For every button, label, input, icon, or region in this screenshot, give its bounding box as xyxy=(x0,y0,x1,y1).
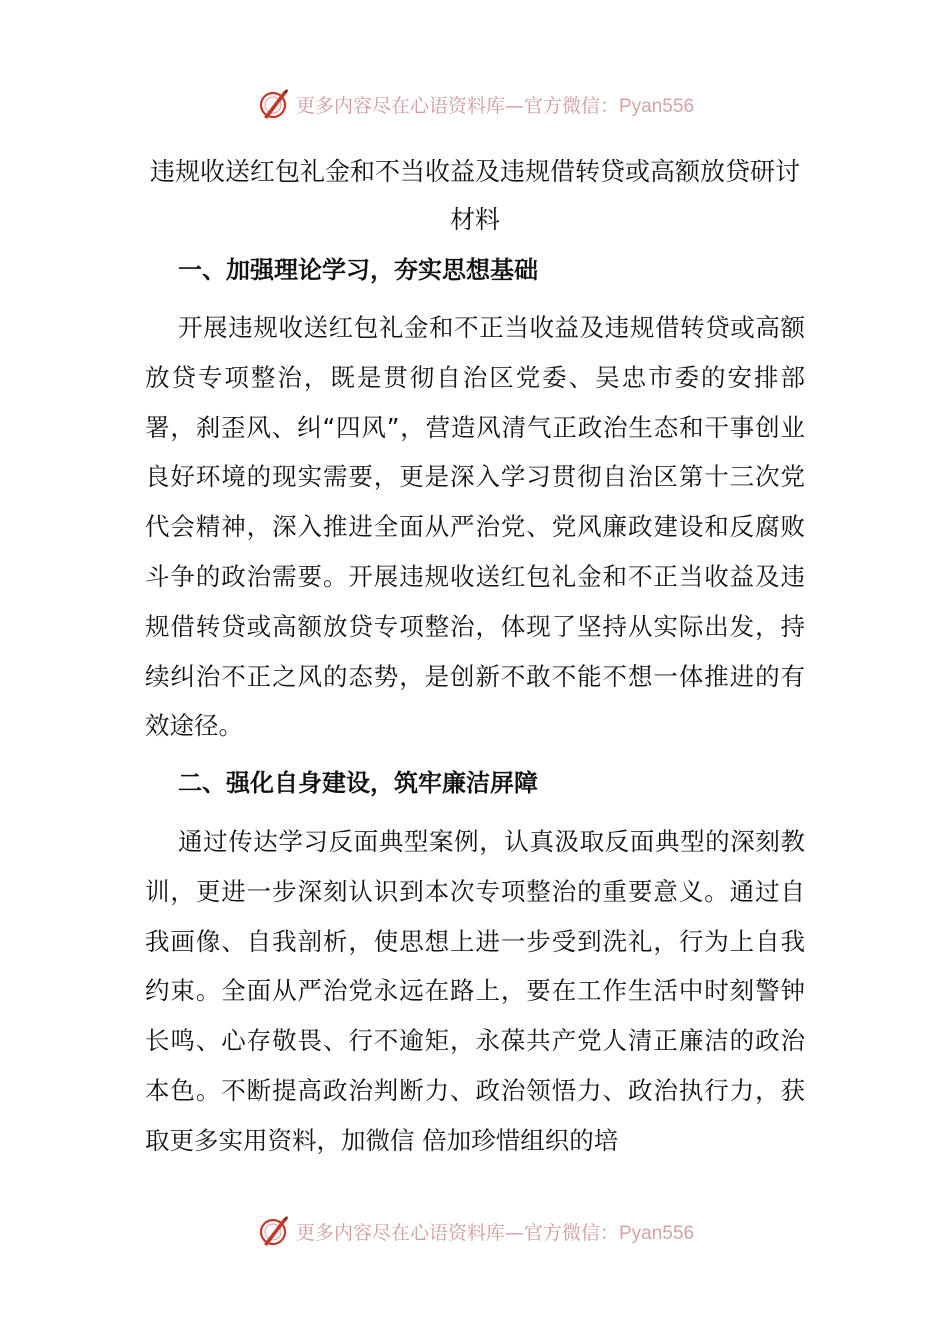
footer-banner-text: 更多内容尽在心语资料库—官方微信：Pyan556 xyxy=(295,1221,695,1244)
document-title: 违规收送红包礼金和不当收益及违规借转贷或高额放贷研讨材料 xyxy=(149,157,800,234)
section-body-2: 通过传达学习反面典型案例，认真汲取反面典型的深刻教训，更进一步深刻认识到本次专项整治的重要意义。通过自我画像、自我剖析，使思想上进一步受到洗礼，行为上自我约束。全面从严治党永远在路上，要在工作生活中时刻警钟长鸣、心存敬畏、行不逾矩，永葆共产党人清正廉洁的政治本色。不断提高政治判断力、政治领悟力、政治执行力，获取更多实用资料，加微信 倍加珍惜组织的培 xyxy=(145,827,805,1155)
header-banner-text: 更多内容尽在心语资料库—官方微信：Pyan556 xyxy=(295,94,695,117)
section-body-1: 开展违规收送红包礼金和不正当收益及违规借转贷或高额放贷专项整治，既是贯彻自治区党委、吴忠市委的安排部署，刹歪风、纠“四风”，营造风清气正政治生态和干事创业良好环境的现实需要，更是深入学习贯彻自治区第十三次党代会精神，深入推进全面从严治党、党风廉政建设和反腐败斗争的政治需要。开展违规收送红包礼金和不正当收益及违规借转贷或高额放贷专项整治，体现了坚持从实际出发，持续纠治不正之风的态势，是创新不敢不能不想一体推进的有效途径。 xyxy=(145,313,805,741)
pen-circle-logo-icon xyxy=(256,87,290,121)
footer-banner xyxy=(0,1211,950,1251)
pen-circle-logo-icon xyxy=(256,1214,290,1248)
header-banner xyxy=(0,84,950,124)
footer-banner-handle: Pyan556 xyxy=(619,1222,695,1244)
header-banner-handle: Pyan556 xyxy=(619,95,695,117)
section-heading-1: 一、加强理论学习，夯实思想基础 xyxy=(178,256,538,284)
section-heading-2: 二、强化自身建设，筑牢廉洁屏障 xyxy=(178,769,538,797)
